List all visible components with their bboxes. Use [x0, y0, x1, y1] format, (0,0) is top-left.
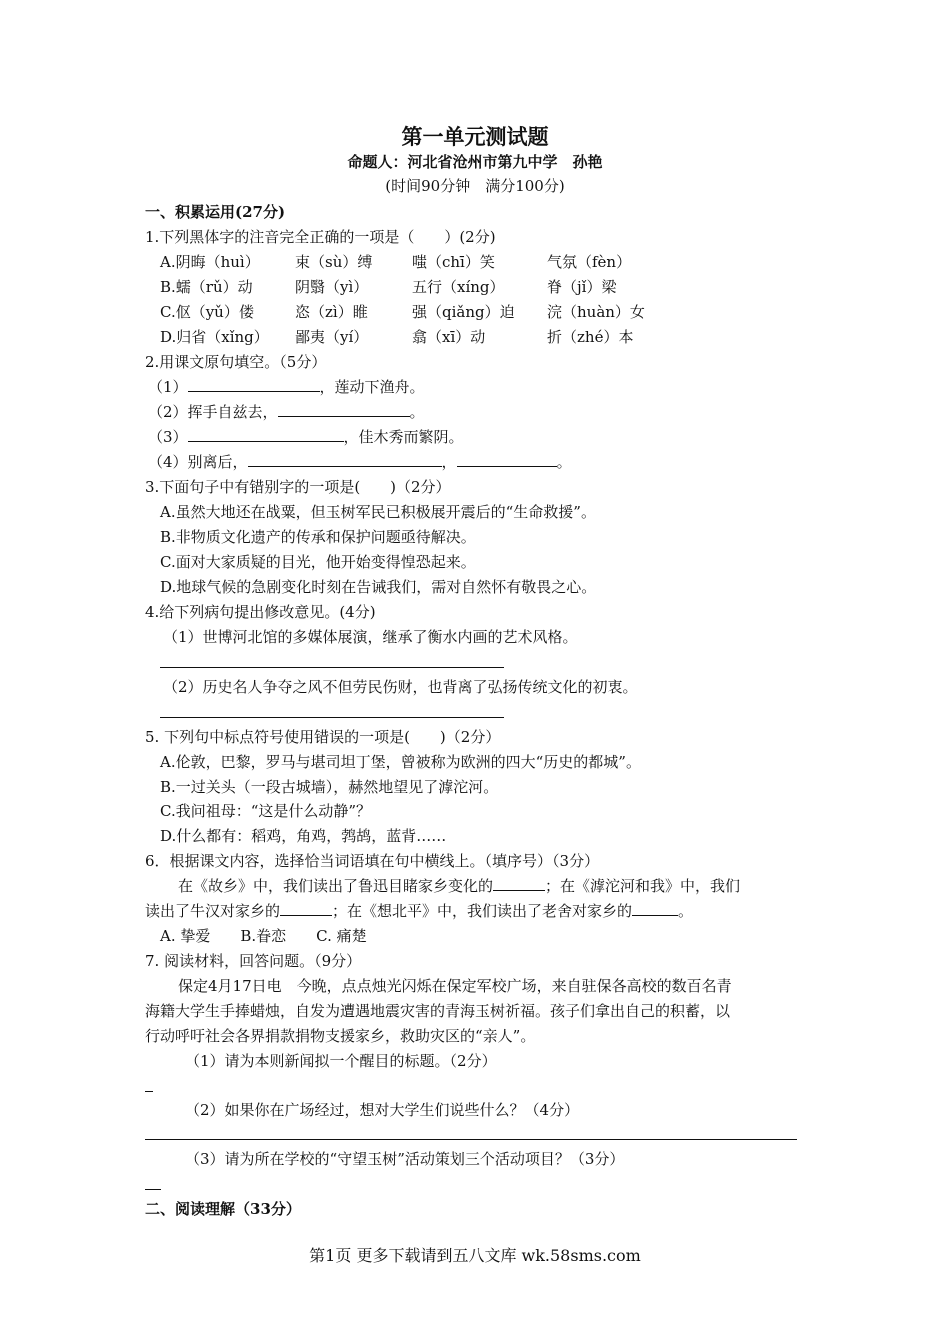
author-line: 命题人：河北省沧州市第九中学 孙艳	[347, 153, 603, 171]
answer-line[interactable]	[145, 1091, 153, 1092]
q1-option-b-2: 阴翳（yì）	[295, 278, 369, 296]
q1-option-b-1: B.蠕（rǔ）动	[160, 278, 253, 296]
answer-blank[interactable]	[457, 452, 557, 467]
q1-option-a-4: 气氛（fèn）	[547, 253, 632, 271]
answer-blank[interactable]	[188, 377, 320, 392]
page-footer: 第1页 更多下载请到五八文库 wk.58sms.com	[309, 1246, 641, 1265]
q1-option-c-1: C.伛（yǔ）偻	[160, 303, 254, 321]
section-heading-2: 二、阅读理解（33分）	[145, 1200, 301, 1218]
q1-option-d-4: 折（zhé）本	[547, 328, 634, 346]
section-heading-1: 一、积累运用(27分)	[145, 203, 286, 221]
q1-option-c-2: 恣（zì）睢	[295, 303, 368, 321]
q3-option-b: B.非物质文化遗产的传承和保护问题亟待解决。	[160, 528, 476, 546]
q1-option-a-1: A.阴晦（huì）	[160, 253, 260, 271]
question-2-stem: 2.用课文原句填空。（5分）	[145, 353, 327, 371]
q5-option-c: C.我问祖母：“这是什么动静”？	[160, 802, 372, 820]
q3-option-d: D.地球气候的急剧变化时刻在告诫我们，需对自然怀有敬畏之心。	[160, 578, 597, 596]
q7-subquestion-1: （1）请为本则新闻拟一个醒目的标题。（2分）	[185, 1052, 497, 1070]
q6-paragraph-line-1: 在《故乡》中，我们读出了鲁迅目睹家乡变化的 ；在《滹沱河和我》中，我们	[178, 877, 741, 895]
page-title: 第一单元测试题	[401, 124, 549, 149]
q2-blank-line-4: （4）别离后， ， 。	[148, 453, 572, 471]
question-5-stem: 5. 下列句中标点符号使用错误的一项是( )（2分）	[145, 728, 501, 746]
q5-option-d: D.什么都有：稻鸡，角鸡，鹁鸪，蓝背……	[160, 827, 447, 845]
answer-line[interactable]	[160, 717, 504, 718]
question-3-stem: 3.下面句子中有错别字的一项是( )（2分）	[145, 478, 451, 496]
answer-blank[interactable]	[188, 427, 344, 442]
answer-blank[interactable]	[248, 452, 442, 467]
question-7-stem: 7. 阅读材料，回答问题。（9分）	[145, 952, 362, 970]
q7-passage-line-2: 海籍大学生手捧蜡烛，自发为遭遇地震灾害的青海玉树祈福。孩子们拿出自己的积蓄，以	[145, 1002, 731, 1020]
q1-option-d-1: D.归省（xǐng）	[160, 328, 269, 346]
answer-line[interactable]	[145, 1139, 797, 1140]
q1-option-a-3: 嗤（chī）笑	[412, 253, 495, 271]
q2-blank-line-1: （1） ，莲动下渔舟。	[148, 378, 425, 396]
question-4-stem: 4.给下列病句提出修改意见。(4分)	[145, 603, 376, 621]
q1-option-d-3: 翕（xī）动	[412, 328, 486, 346]
q7-subquestion-3: （3）请为所在学校的“守望玉树”活动策划三个活动项目？（3分）	[185, 1150, 625, 1168]
q1-option-b-4: 脊（jǐ）梁	[547, 278, 617, 296]
q7-passage-line-1: 保定4月17日电 今晚，点点烛光闪烁在保定军校广场，来自驻保各高校的数百名青	[178, 977, 732, 995]
time-info: (时间90分钟 满分100分)	[385, 177, 565, 195]
question-6-stem: 6．根据课文内容，选择恰当词语填在句中横线上。（填序号）（3分）	[145, 852, 600, 870]
q6-paragraph-line-2: 读出了牛汉对家乡的 ；在《想北平》中，我们读出了老舍对家乡的 。	[145, 902, 694, 920]
answer-blank[interactable]	[278, 402, 410, 417]
q1-option-d-2: 鄙夷（yí）	[295, 328, 369, 346]
q5-option-b: B.一过关头（一段古城墙），赫然地望见了滹沱河。	[160, 778, 499, 796]
q4-sentence-2: （2）历史名人争夺之风不但劳民伤财，也背离了弘扬传统文化的初衷。	[163, 678, 638, 696]
q2-blank-line-3: （3） ，佳木秀而繁阴。	[148, 428, 464, 446]
q1-option-a-2: 束（sù）缚	[295, 253, 373, 271]
q3-option-a: A.虽然大地还在战粟，但玉树军民已积极展开震后的“生命救援”。	[160, 503, 596, 521]
answer-blank[interactable]	[632, 901, 678, 916]
answer-blank[interactable]	[280, 901, 332, 916]
q6-options: A. 挚爱 B.眷恋 C. 痛楚	[160, 927, 367, 945]
q3-option-c: C.面对大家质疑的目光，他开始变得惶恐起来。	[160, 553, 476, 571]
question-1-stem: 1.下列黑体字的注音完全正确的一项是（ ）(2分)	[145, 228, 496, 246]
q7-passage-line-3: 行动呼吁社会各界捐款捐物支援家乡，救助灾区的“亲人”。	[145, 1027, 536, 1045]
q1-option-c-4: 浣（huàn）女	[547, 303, 645, 321]
q1-option-b-3: 五行（xíng）	[412, 278, 505, 296]
answer-line[interactable]	[160, 667, 504, 668]
q7-subquestion-2: （2）如果你在广场经过，想对大学生们说些什么？（4分）	[185, 1101, 580, 1119]
q5-option-a: A.伦敦，巴黎，罗马与堪司坦丁堡，曾被称为欧洲的四大“历史的都城”。	[160, 753, 641, 771]
q2-blank-line-2: （2）挥手自兹去， 。	[148, 403, 425, 421]
q1-option-c-3: 强（qiǎng）迫	[412, 303, 515, 321]
answer-blank[interactable]	[493, 876, 545, 891]
answer-line[interactable]	[145, 1189, 161, 1190]
q4-sentence-1: （1）世博河北馆的多媒体展演，继承了衡水内画的艺术风格。	[163, 628, 578, 646]
